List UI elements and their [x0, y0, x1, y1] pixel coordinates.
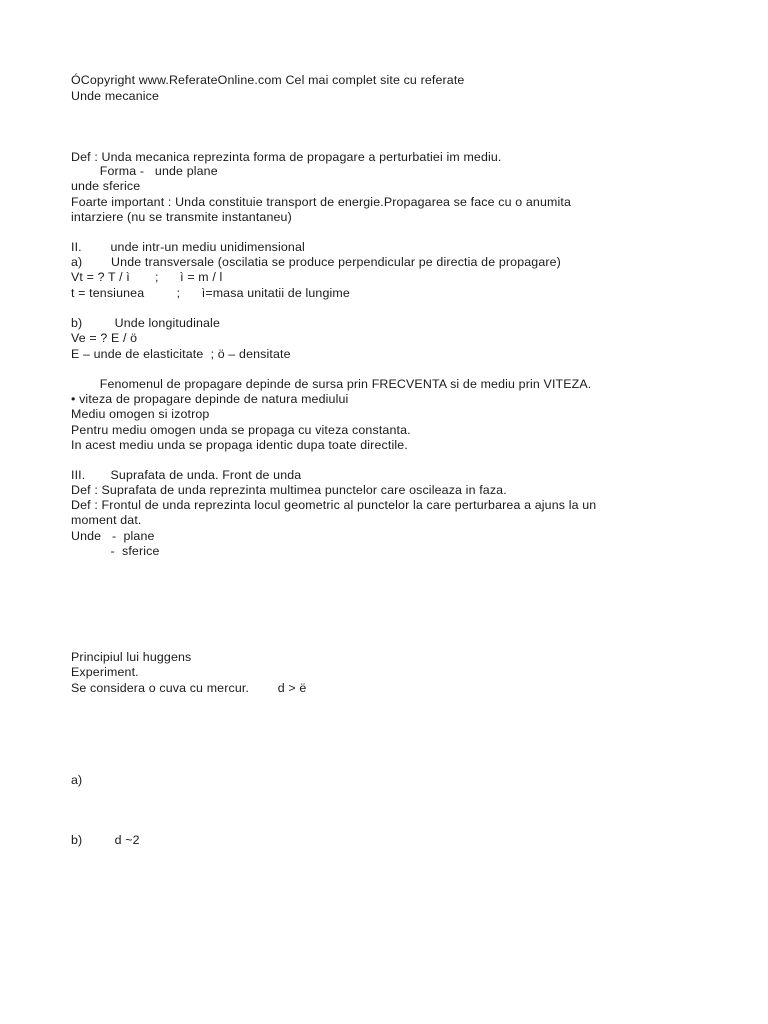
sferice-line: unde sferice	[71, 179, 141, 193]
important-line-cont: intarziere (nu se transmite instantaneu)	[71, 210, 292, 224]
document-title: Unde mecanice	[71, 89, 160, 103]
tension-line: t = tensiunea ; ì=masa unitatii de lungime	[71, 286, 350, 300]
vt-formula: Vt = ? T / ì ; ì = m / l	[71, 270, 223, 284]
medium-line: Mediu omogen si izotrop	[71, 407, 210, 421]
ve-formula: Ve = ? E / ö	[71, 331, 138, 345]
phenomenon-line: Fenomenul de propagare depinde de sursa prin FRECVENTA si de mediu prin VITEZA.	[71, 377, 592, 391]
case-a-label: a)	[71, 773, 83, 787]
huygens-heading: Principiul lui huggens	[71, 650, 192, 664]
forma-line: Forma - unde plane	[71, 164, 218, 178]
constant-speed-line: Pentru mediu omogen unda se propaga cu viteza constanta.	[71, 423, 411, 437]
elasticity-line: E – unde de elasticitate ; ö – densitate	[71, 347, 291, 361]
identical-line: In acest mediu unda se propaga identic dupa toate directile.	[71, 438, 408, 452]
copyright-line: ÓCopyright www.ReferateOnline.com Cel mai complet site cu referate	[71, 73, 465, 87]
longitudinal-line: b) Unde longitudinale	[71, 316, 220, 330]
mercury-line: Se considera o cuva cu mercur. d > ë	[71, 681, 307, 695]
wave-types-spherical: - sferice	[71, 544, 160, 558]
front-definition: Def : Frontul de unda reprezinta locul geometric al punctelor la care perturbarea a ajuns la un	[71, 498, 597, 512]
section-ii-heading: II. unde intr-un mediu unidimensional	[71, 240, 305, 254]
wave-types-plane: Unde - plane	[71, 529, 155, 543]
case-b-label: b) d ~2	[71, 833, 140, 847]
definition-line: Def : Unda mecanica reprezinta forma de propagare a perturbatiei im mediu.	[71, 150, 502, 164]
transversal-line: a) Unde transversale (oscilatia se produce perpendicular pe directia de propagare)	[71, 255, 561, 269]
experiment-line: Experiment.	[71, 665, 139, 679]
front-definition-cont: moment dat.	[71, 513, 142, 527]
surface-definition: Def : Suprafata de unda reprezinta multimea punctelor care oscileaza in faza.	[71, 483, 507, 497]
section-iii-heading: III. Suprafata de unda. Front de unda	[71, 468, 302, 482]
bullet-line: • viteza de propagare depinde de natura mediului	[71, 392, 349, 406]
important-line: Foarte important : Unda constituie transport de energie.Propagarea se face cu o anumita	[71, 195, 572, 209]
